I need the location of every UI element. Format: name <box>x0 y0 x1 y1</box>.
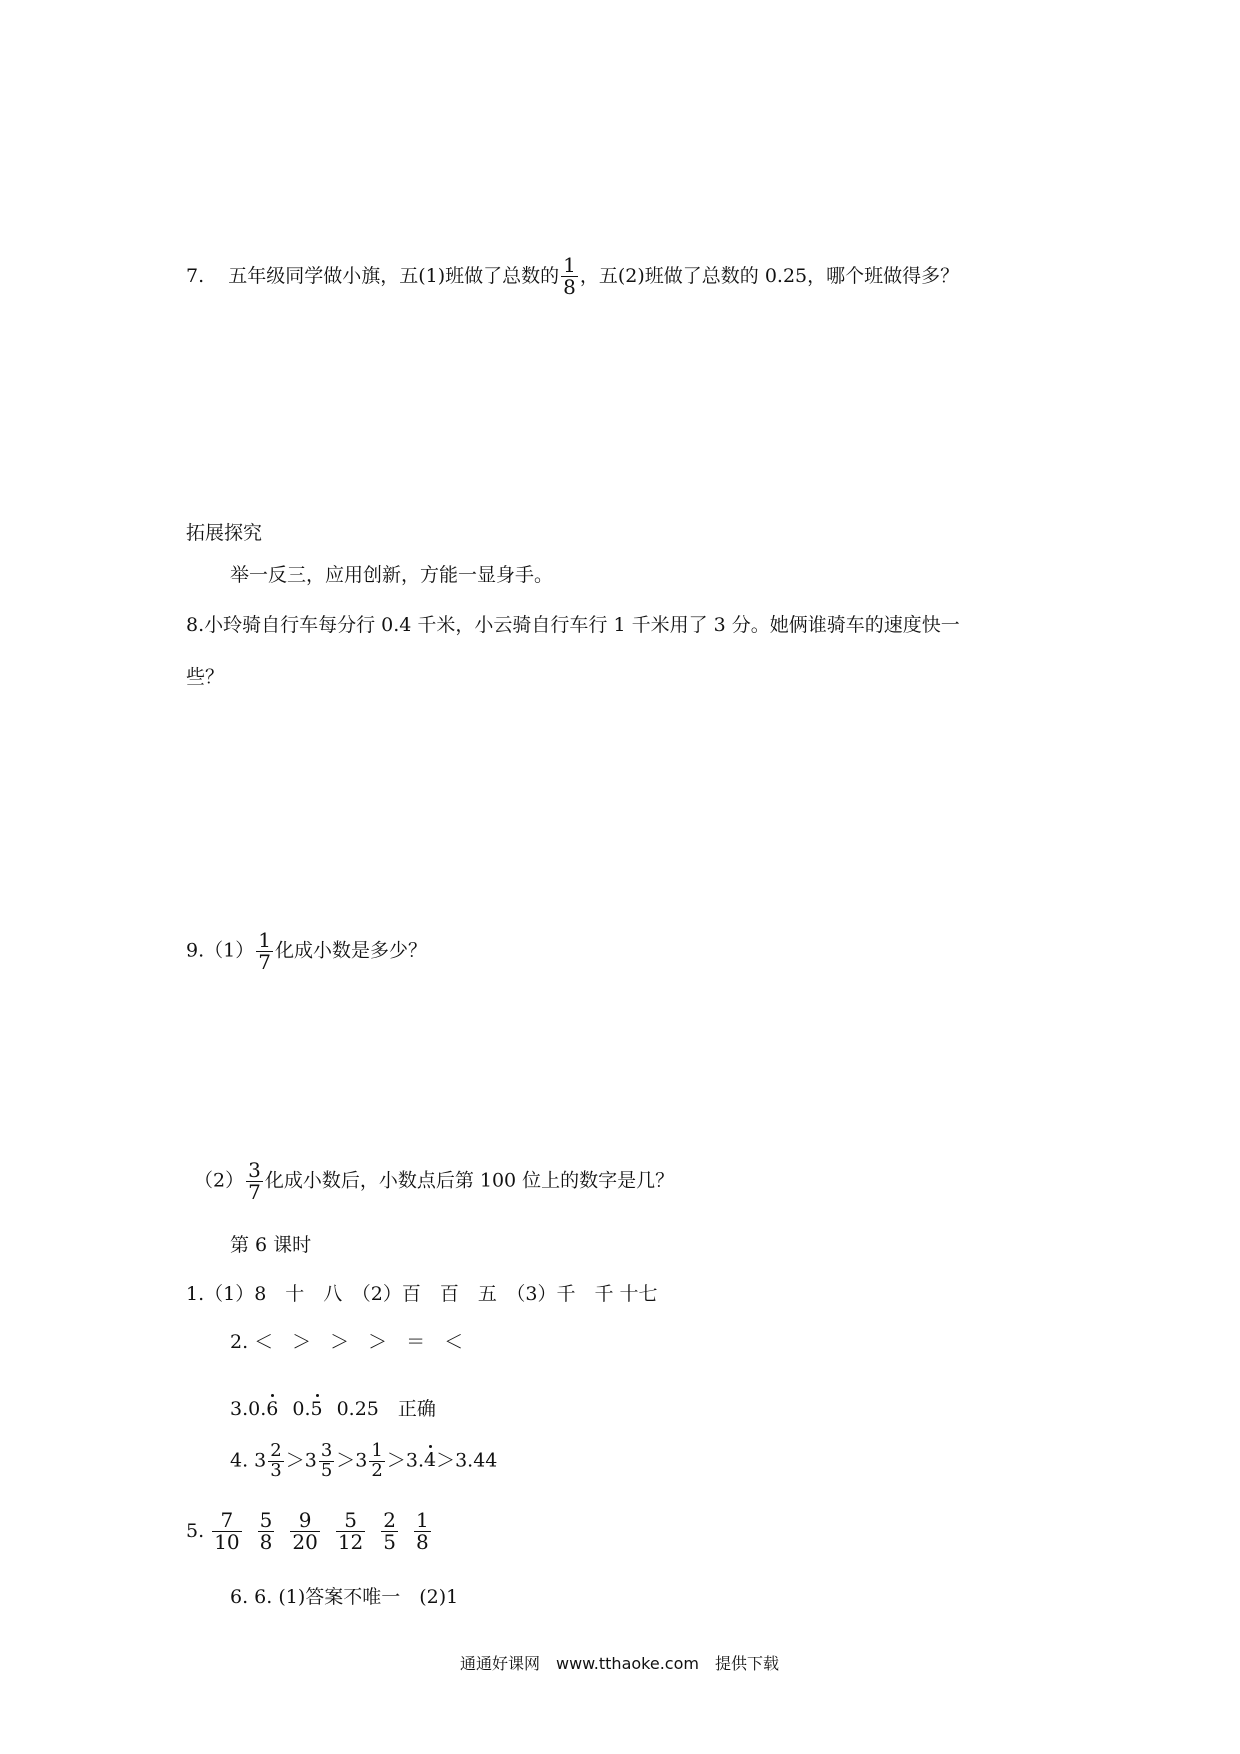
answer-2: 2. ＜ ＞ ＞ ＞ ＝ ＜ <box>230 1331 464 1353</box>
lesson-heading: 第 6 课时 <box>230 1234 312 1256</box>
answer-3 <box>230 1400 436 1419</box>
fraction-denominator: 8 <box>259 1530 273 1554</box>
repeating-digit-5: 5 <box>310 1398 323 1420</box>
answer-5-fraction <box>414 1510 431 1553</box>
mixed-fraction-2-3: $\frac{2}{3}$ <box>270 1440 282 1481</box>
fraction-one-seventh: $\frac{1}{7}$ <box>258 928 271 974</box>
fraction-denominator: 8 <box>416 1530 429 1554</box>
question-9-part-1 <box>186 930 427 973</box>
answer-5-fraction <box>290 1510 319 1553</box>
greater-than: ＞ <box>336 1449 356 1472</box>
answer-5-prefix: 5. <box>186 1520 205 1542</box>
question-7 <box>186 255 959 298</box>
answer-5-fraction <box>336 1510 365 1553</box>
answer-5-fraction <box>381 1510 398 1553</box>
answer-1: 1.（1）8 十 八 （2）百 百 五 （3）千 千 十七 <box>186 1283 658 1305</box>
question-8-line-1: 8.小玲骑自行车每分行 0.4 千米，小云骑自行车行 1 千米用了 3 分。她俩谁骑车的速度快一 <box>186 614 960 636</box>
mixed-fraction-3-5: $\frac{3}{5}$ <box>320 1440 333 1481</box>
answer-5 <box>186 1510 445 1553</box>
question-7-text-b: ，五(2)班做了总数的 0.25，哪个班做得多？ <box>579 265 960 287</box>
question-7-number: 7. <box>186 265 205 287</box>
answer-4-tail-a: 3. <box>405 1449 424 1472</box>
answer-3-prefix: 3.0. <box>230 1398 267 1420</box>
fraction-numerator: 1 <box>416 1508 429 1532</box>
fraction-denominator: 12 <box>337 1530 364 1554</box>
fraction-denominator: 20 <box>292 1530 318 1554</box>
section-title: 拓展探究 <box>186 522 263 544</box>
mixed-number-whole: 3 <box>355 1449 368 1472</box>
question-9-part-2-text: 化成小数后，小数点后第 100 位上的数字是几？ <box>264 1169 675 1192</box>
greater-than: ＞ <box>386 1449 406 1472</box>
question-9-part-2-prefix: （2） <box>194 1169 245 1192</box>
repeating-digit-6: 6 <box>266 1398 279 1420</box>
section-subtitle: 举一反三，应用创新，方能一显身手。 <box>230 564 554 586</box>
fraction-denominator: 5 <box>383 1530 397 1554</box>
question-9-text: 化成小数是多少？ <box>274 939 427 962</box>
fraction-numerator: 2 <box>383 1508 397 1532</box>
answer-4 <box>230 1442 497 1481</box>
answer-3-mid: 0. <box>292 1398 311 1420</box>
mixed-number-whole: 3 <box>254 1449 267 1472</box>
answer-6: 6. 6. (1)答案不唯一 (2)1 <box>230 1586 459 1608</box>
greater-than: ＞ <box>285 1449 305 1472</box>
fraction-one-eighth: $\frac{1}{8}$ <box>563 253 576 299</box>
answer-3-rest: 0.25 正确 <box>336 1398 436 1420</box>
mixed-number-whole: 3 <box>304 1449 317 1472</box>
fraction-numerator: 9 <box>298 1508 312 1532</box>
question-9-part-2 <box>194 1160 674 1203</box>
answer-4-tail-b: ＞3.44 <box>436 1449 498 1472</box>
fraction-three-sevenths: $\frac{3}{7}$ <box>248 1158 261 1204</box>
page-footer: 通通好课网 www.tthaoke.com 提供下载 <box>460 1654 779 1673</box>
question-9-prefix: 9.（1） <box>186 939 255 962</box>
answer-5-fractions <box>210 1508 445 1554</box>
question-7-text-a: 五年级同学做小旗，五(1)班做了总数的 <box>228 265 560 287</box>
mixed-fraction-1-2: $\frac{1}{2}$ <box>371 1440 383 1481</box>
fraction-numerator: 5 <box>344 1508 357 1532</box>
question-8-line-2: 些？ <box>186 666 225 688</box>
answer-4-prefix: 4. <box>230 1449 255 1472</box>
fraction-numerator: 7 <box>220 1508 234 1532</box>
fraction-numerator: 5 <box>259 1508 273 1532</box>
repeating-digit-4: 4 <box>424 1449 437 1472</box>
fraction-denominator: 10 <box>214 1530 240 1554</box>
answer-5-fraction <box>212 1510 241 1553</box>
answer-5-fraction <box>258 1510 275 1553</box>
